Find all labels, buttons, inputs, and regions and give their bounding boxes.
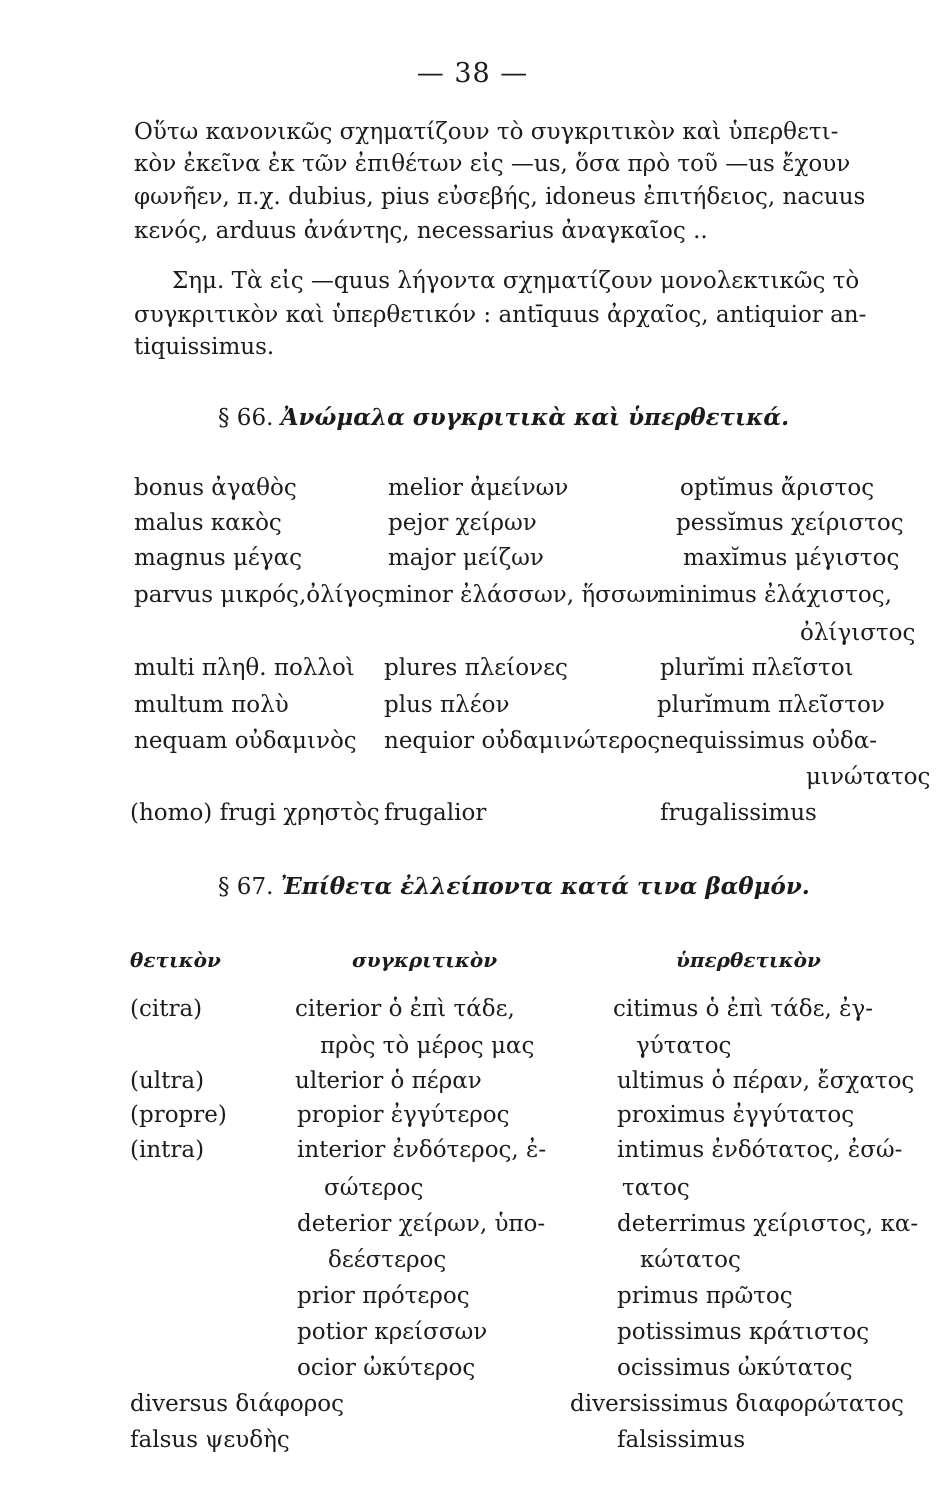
s67-row3-positive: (ultra) <box>130 1068 205 1094</box>
s66-row2-superlative: pessĭmus χείριστος <box>676 510 904 536</box>
s66-row2-comparative: pejor χείρων <box>388 510 537 536</box>
col-header-superlative: ὑπερθετικὸν <box>676 948 821 972</box>
s67-row1-superlative: citimus ὁ ἐπὶ τάδε, ἐγ- <box>613 996 874 1022</box>
section-67-heading <box>218 873 810 900</box>
s66-row8-superlative: frugalissimus <box>660 800 817 826</box>
s67-row1-positive: (citra) <box>130 996 203 1022</box>
s67-row4-positive: (propre) <box>130 1102 227 1128</box>
s66-row4-positive: parvus μικρός,ὀλίγος <box>134 582 385 608</box>
s67-row5-positive: (intra) <box>130 1137 205 1163</box>
s67-row2-superlative: γύτατος <box>636 1033 732 1059</box>
s66-row5-positive: multi πληθ. πολλοὶ <box>134 655 355 681</box>
s66-row1-comparative: melior ἀμείνων <box>388 475 569 501</box>
note-line-2: συγκριτικὸν καὶ ὑπερθετικόν : antīquus ἀρχαῖος, antiquior an- <box>134 302 867 328</box>
s66-row4-superlative-cont: ὀλίγιστος <box>800 620 916 646</box>
s67-row6-superlative: τατος <box>622 1175 690 1201</box>
section-67-number: § 67. <box>218 874 274 900</box>
note-line-1: Σημ. Τὰ εἰς —quus λήγοντα σχηματίζουν μονολεκτικῶς τὸ <box>172 268 860 294</box>
col-header-comparative: συγκριτικὸν <box>352 948 498 972</box>
s66-row7-positive: nequam οὐδαμινὸς <box>134 728 357 754</box>
s67-row9-superlative: primus πρῶτος <box>617 1283 793 1309</box>
s67-row5-comparative: interior ἐνδότερος, ἐ- <box>297 1137 547 1163</box>
intro-line-2: κὸν ἐκεῖνα ἐκ τῶν ἐπιθέτων εἰς —us, ὅσα πρὸ τοῦ —us ἔχουν <box>134 151 851 177</box>
s66-row7-comparative: nequior οὐδαμινώτερος <box>384 728 661 754</box>
s67-row4-comparative: propior ἐγγύτερος <box>297 1102 510 1128</box>
s66-row1-superlative: optĭmus ἄριστος <box>680 475 875 501</box>
s67-row3-comparative: ulterior ὁ πέραν <box>295 1068 482 1094</box>
s67-row7-comparative: deterior χείρων, ὑπο- <box>297 1211 546 1237</box>
s67-row11-comparative: ocior ὠκύτερος <box>297 1355 476 1381</box>
s67-row11-superlative: ocissimus ὠκύτατος <box>617 1355 853 1381</box>
note-line-3: tiquissimus. <box>134 334 275 360</box>
s66-row4-superlative: minimus ἐλάχιστος, <box>657 582 892 608</box>
s67-row5-superlative: intimus ἐνδότατος, ἐσώ- <box>617 1137 903 1163</box>
s67-row3-superlative: ultimus ὁ πέραν, ἔσχατος <box>617 1068 915 1094</box>
col-header-positive: θετικὸν <box>130 948 221 972</box>
s66-row6-superlative: plurĭmum πλεῖστον <box>657 692 885 718</box>
s67-row9-comparative: prior πρότερος <box>297 1283 470 1309</box>
s67-row8-superlative: κώτατος <box>640 1247 741 1273</box>
section-66-heading <box>218 404 789 431</box>
s66-row3-superlative: maxĭmus μέγιστος <box>683 545 900 571</box>
section-66-title: Ἀνώμαλα συγκριτικὰ καὶ ὑπερθετικά. <box>280 404 790 431</box>
s66-row3-positive: magnus μέγας <box>134 545 303 571</box>
s67-row8-comparative: δεέστερος <box>328 1247 447 1273</box>
s67-row10-superlative: potissimus κράτιστος <box>617 1319 870 1345</box>
s67-row7-superlative: deterrimus χείριστος, κα- <box>617 1211 919 1237</box>
s66-row6-positive: multum πολὺ <box>134 692 289 718</box>
s66-row3-comparative: major μείζων <box>388 545 544 571</box>
s67-row13-positive: falsus ψευδὴς <box>130 1427 290 1453</box>
s67-row1-comparative: citerior ὁ ἐπὶ τάδε, <box>295 996 515 1022</box>
s67-row12-superlative: diversissimus διαφορώτατος <box>570 1391 904 1417</box>
s66-row7-superlative: nequissimus οὐδα- <box>660 728 877 754</box>
s66-row7-superlative-cont: μινώτατος <box>806 764 931 790</box>
page-number: — 38 — <box>416 58 529 89</box>
intro-line-3: φωνῆεν, π.χ. dubius, pius εὐσεβής, idoneus ἐπιτήδειος, nacuus <box>134 184 866 210</box>
section-67-title: Ἐπίθετα ἐλλείποντα κατά τινα βαθμόν. <box>280 873 810 900</box>
section-66-number: § 66. <box>218 405 274 431</box>
s66-row1-positive: bonus ἀγαθὸς <box>134 475 297 501</box>
s66-row4-comparative: minor ἐλάσσων, ἥσσων <box>384 582 660 608</box>
s66-row2-positive: malus κακὸς <box>134 510 282 536</box>
s67-row6-comparative: σώτερος <box>324 1175 424 1201</box>
s66-row8-comparative: frugalior <box>384 800 487 826</box>
s66-row8-positive: (homo) frugi χρηστὸς <box>130 800 380 826</box>
s67-row12-positive: diversus διάφορος <box>130 1391 345 1417</box>
s66-row5-superlative: plurĭmi πλεῖστοι <box>660 655 854 681</box>
s67-row4-superlative: proximus ἐγγύτατος <box>617 1102 855 1128</box>
intro-line-1: Οὕτω κανονικῶς σχηματίζουν τὸ συγκριτικὸν καὶ ὑπερθετι- <box>134 119 839 145</box>
s67-row10-comparative: potior κρείσσων <box>297 1319 488 1345</box>
intro-line-4: κενός, arduus ἀνάντης, necessarius ἀναγκαῖος .. <box>134 218 708 244</box>
s66-row6-comparative: plus πλέον <box>384 692 510 718</box>
s67-row2-comparative: πρὸς τὸ μέρος μας <box>320 1033 535 1059</box>
s67-row13-superlative: falsissimus <box>617 1427 746 1453</box>
s66-row5-comparative: plures πλείονες <box>384 655 568 681</box>
